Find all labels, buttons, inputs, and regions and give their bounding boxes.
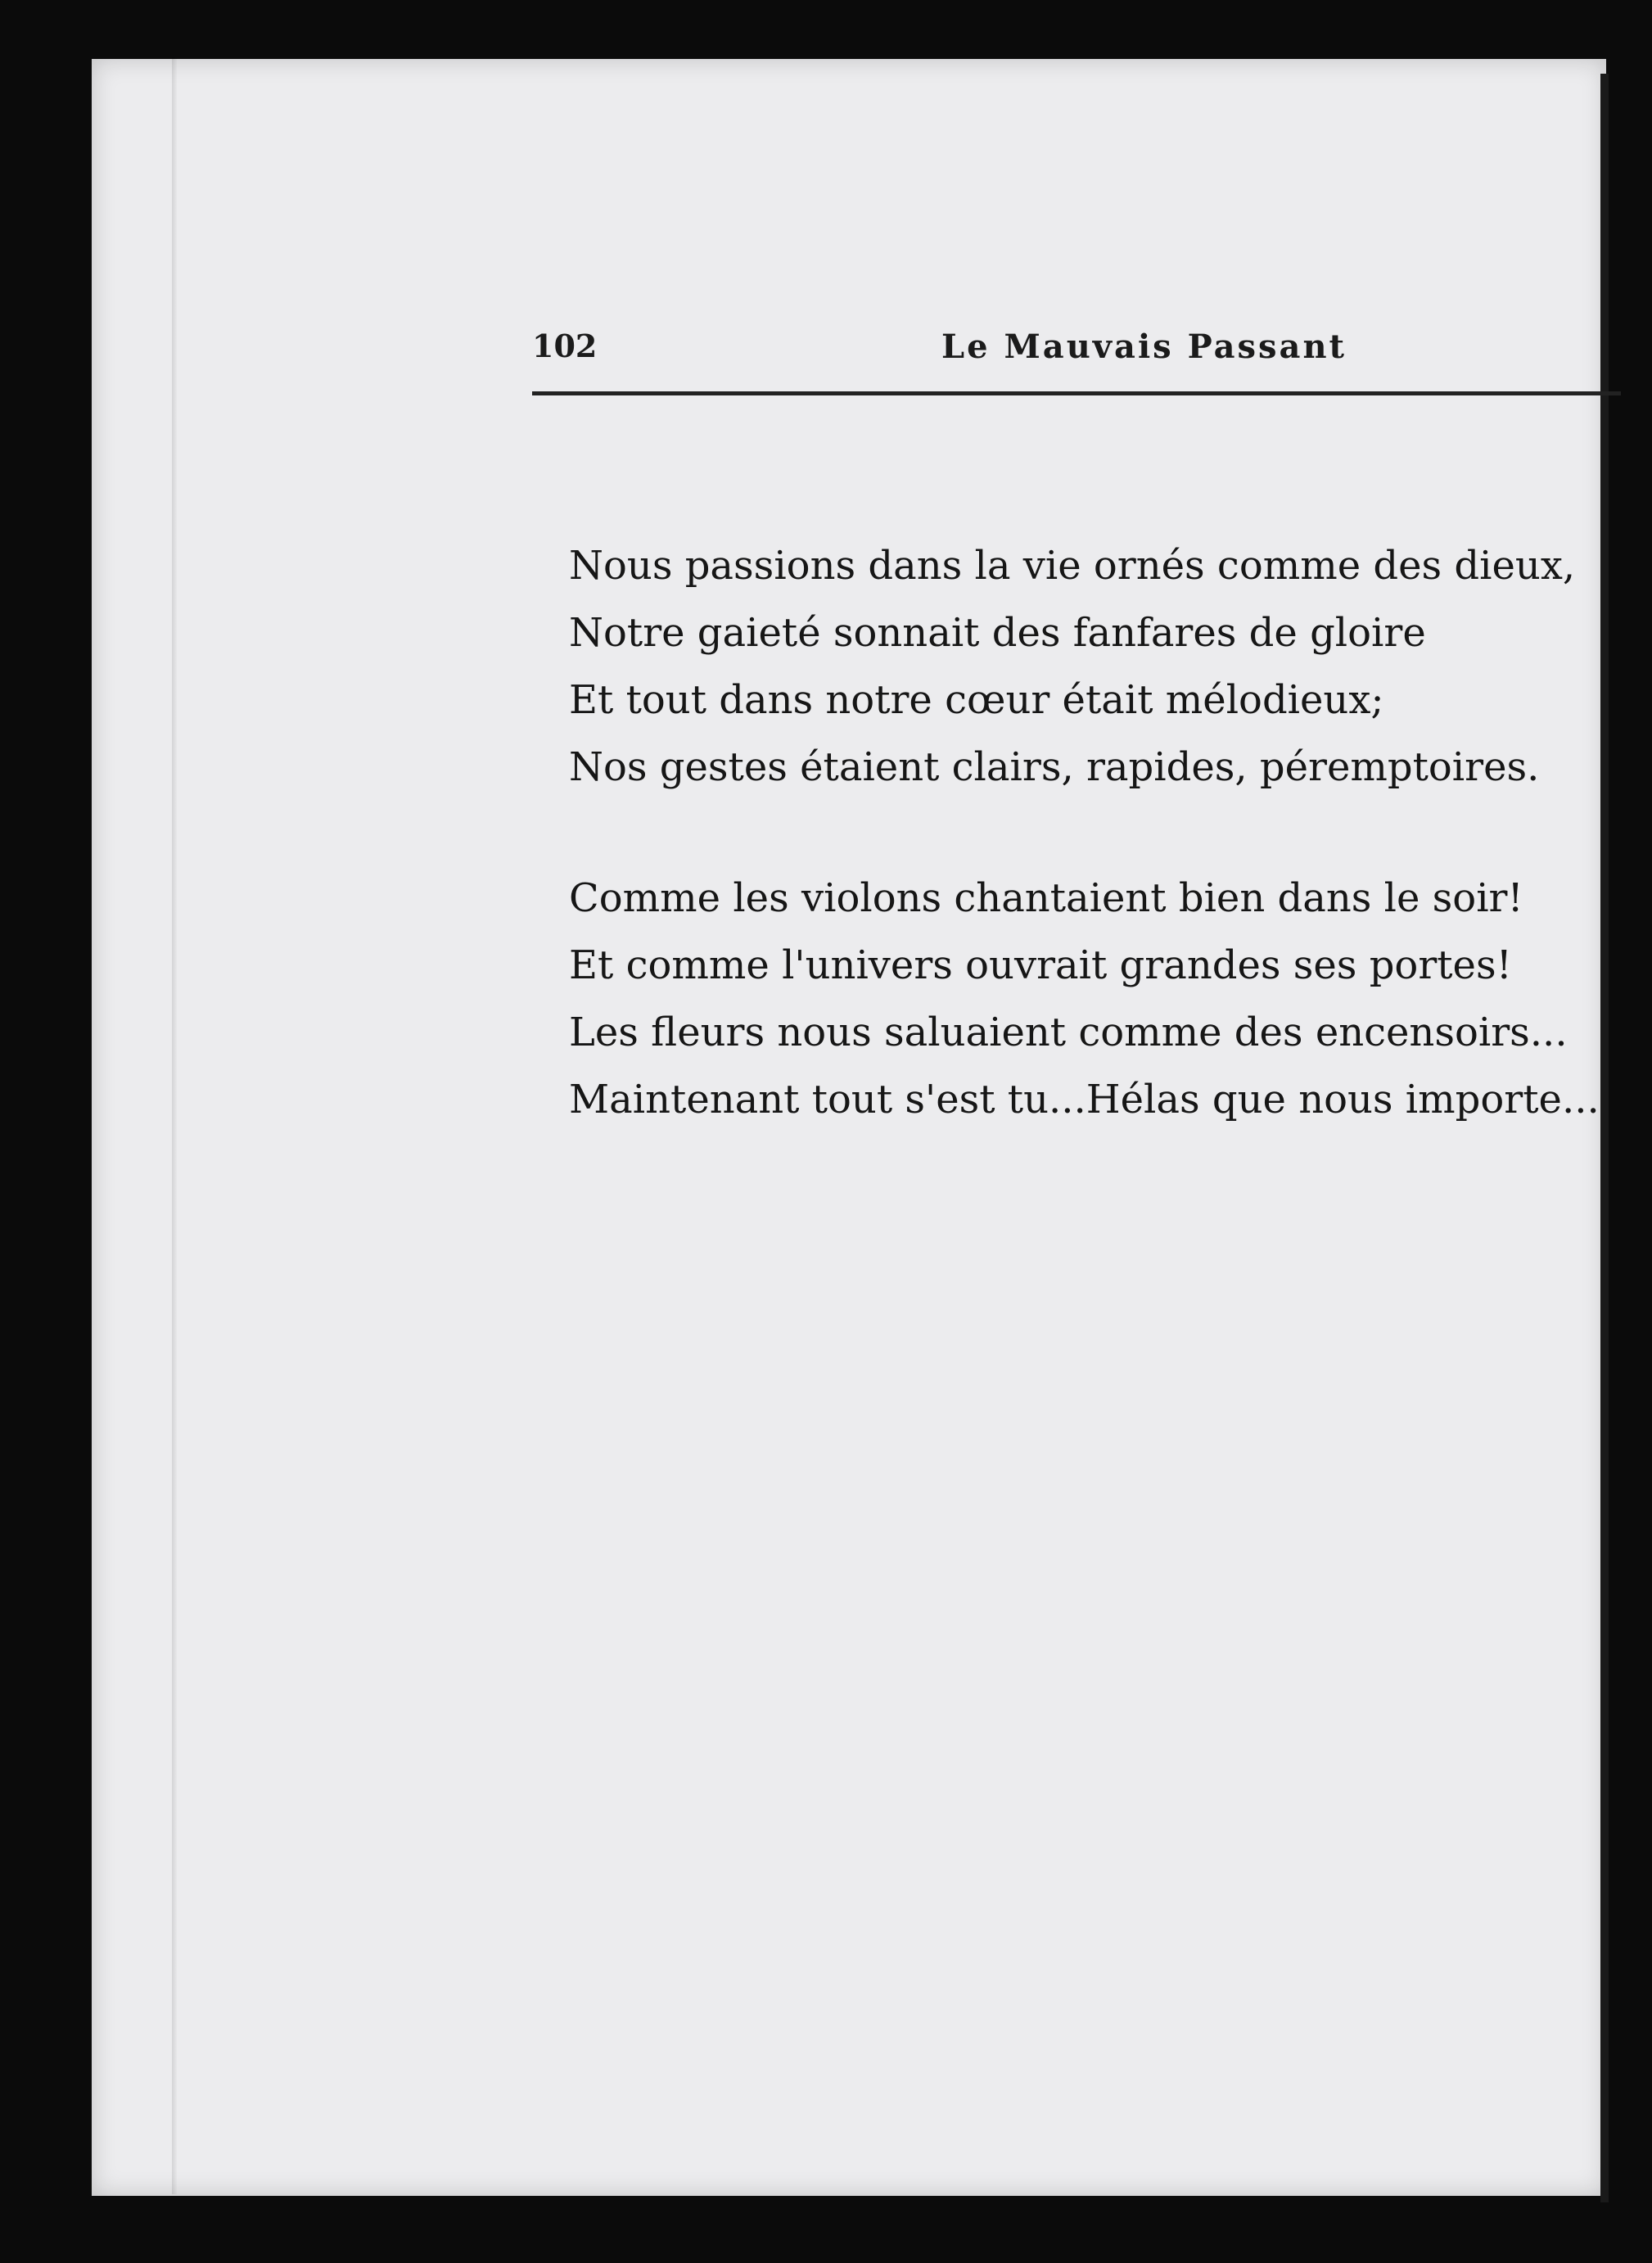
page-number: 102 [532, 327, 598, 364]
header-rule [532, 391, 1621, 395]
page-gutter-fold [172, 57, 177, 2194]
stanza-2 [569, 865, 1600, 1133]
poem-line: Nos gestes étaient clairs, rapides, péremptoires. [569, 744, 1540, 790]
poem-body [569, 532, 1600, 1197]
poem-line: Les fleurs nous saluaient comme des encensoirs... [569, 1010, 1568, 1055]
poem-line: Nous passions dans la vie ornés comme des dieux, [569, 543, 1576, 589]
poem-line: Maintenant tout s'est tu...Hélas que nous importe... [569, 1077, 1600, 1122]
stanza-1 [569, 532, 1600, 801]
page-header [532, 327, 1621, 377]
poem-line: Et tout dans notre cœur était mélodieux; [569, 677, 1384, 723]
poem-line: Et comme l'univers ouvrait grandes ses portes! [569, 942, 1512, 988]
running-title: Le Mauvais Passant [941, 327, 1347, 366]
poem-line: Notre gaieté sonnait des fanfares de gloire [569, 610, 1426, 656]
poem-line: Comme les violons chantaient bien dans le soir! [569, 875, 1523, 921]
